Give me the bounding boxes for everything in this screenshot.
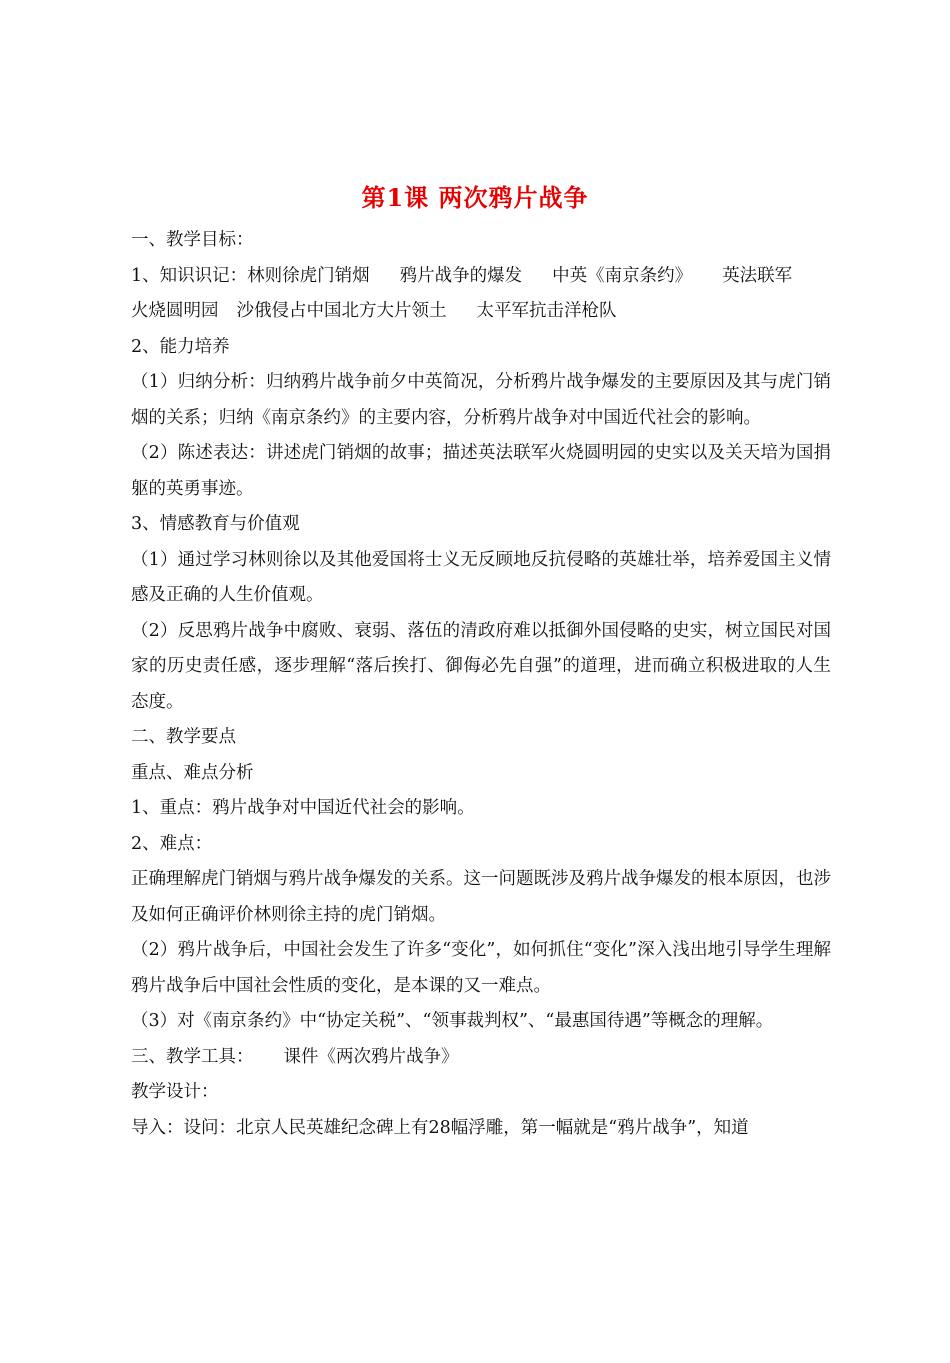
objectives-heading: 一、教学目标： (131, 230, 254, 250)
intro-paragraph: 导入：设问：北京人民英雄纪念碑上有28幅浮雕，第一幅就是“鸦片战争”，知道 (131, 1117, 749, 1138)
difficult-paragraph-2: （2）鸦片战争后，中国社会发生了许多“变化”，如何抓住“变化”深入浅出地引导学生理解鸦片战争后中国社会性质的变化，是本课的又一难点。 (131, 940, 831, 996)
document-body (131, 223, 831, 1146)
difficult-paragraph-3: （3）对《南京条约》中“协定关税”、“领事裁判权”、“最惠国待遇”等概念的理解。 (131, 1011, 774, 1031)
tools-paragraph (131, 1040, 831, 1076)
design-heading: 教学设计： (131, 1082, 219, 1102)
key-point: 1、重点：鸦片战争对中国近代社会的影响。 (131, 798, 475, 818)
document-title: 第1课 两次鸦片战争 (361, 183, 589, 212)
knowledge-paragraph (131, 259, 831, 330)
tools-value: 课件《两次鸦片战争》 (283, 1046, 459, 1067)
analysis-heading: 重点、难点分析 (131, 762, 254, 783)
difficult-heading: 2、难点： (131, 833, 213, 854)
knowledge-item: 林则徐虎门销烟 (247, 265, 370, 286)
knowledge-item: 鸦片战争的爆发 (399, 265, 523, 286)
tools-label: 三、教学工具： (131, 1046, 254, 1067)
knowledge-item: 火烧圆明园 (131, 301, 219, 321)
difficult-paragraph-1: 正确理解虎门销烟与鸦片战争爆发的关系。这一问题既涉及鸦片战争爆发的根本原因，也涉及如何正确评价林则徐主持的虎门销烟。 (131, 869, 831, 925)
values-paragraph-1: （1）通过学习林则徐以及其他爱国将士义无反顾地反抗侵略的英雄壮举，培养爱国主义情感及正确的人生价值观。 (131, 549, 831, 605)
knowledge-item: 太平军抗击洋枪队 (476, 301, 617, 321)
knowledge-item: 沙俄侵占中国北方大片领土 (236, 301, 447, 321)
knowledge-item: 中英《南京条约》 (552, 265, 693, 286)
ability-paragraph-2: （2）陈述表达：讲述虎门销烟的故事；描述英法联军火烧圆明园的史实以及关天培为国捐躯的英勇事迹。 (131, 443, 831, 499)
knowledge-label: 1、知识识记： (131, 265, 248, 286)
values-paragraph-2: （2）反思鸦片战争中腐败、衰弱、落伍的清政府难以抵御外国侵略的史实，树立国民对国家的历史责任感，逐步理解“落后挨打、御侮必先自强”的道理，进而确立积极进取的人生态度。 (131, 620, 831, 712)
ability-paragraph-1: （1）归纳分析：归纳鸦片战争前夕中英简况，分析鸦片战争爆发的主要原因及其与虎门销烟的关系；归纳《南京条约》的主要内容，分析鸦片战争对中国近代社会的影响。 (131, 372, 831, 428)
ability-heading: 2、能力培养 (131, 336, 230, 357)
values-heading: 3、情感教育与价值观 (131, 514, 300, 534)
knowledge-item: 英法联军 (722, 265, 793, 286)
keypoints-heading: 二、教学要点 (131, 727, 236, 747)
